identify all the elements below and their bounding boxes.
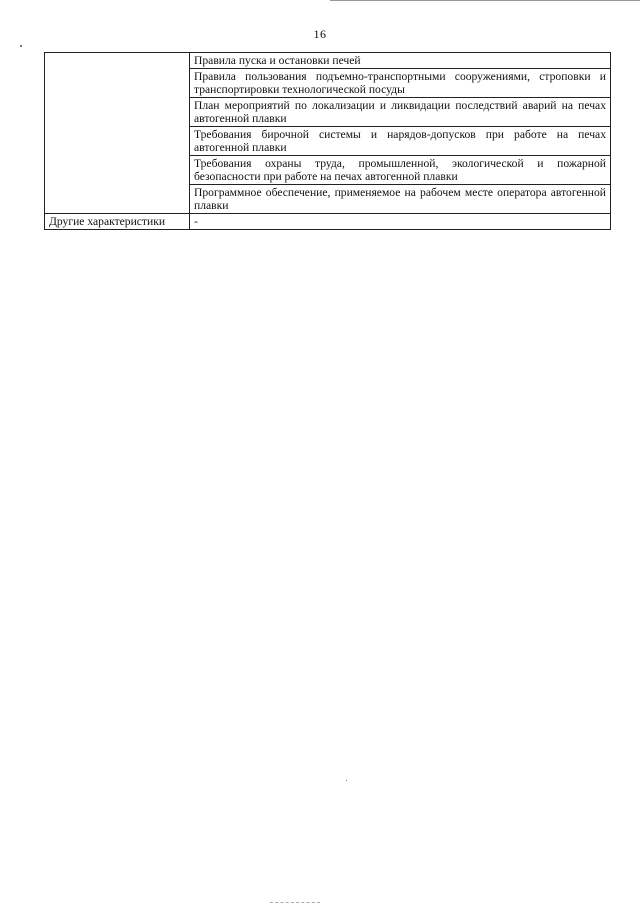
other-characteristics-value: -	[190, 214, 611, 230]
scan-edge-line	[330, 0, 640, 1]
requirement-cell: Программное обеспечение, применяемое на рабочем месте оператора автогенной плавки	[190, 185, 611, 214]
other-characteristics-label: Другие характеристики	[45, 214, 190, 230]
requirement-cell: Правила пользования подъемно-транспортными сооружениями, строповки и транспортировки технологической посуды	[190, 69, 611, 98]
table-row	[45, 53, 611, 69]
scan-speck	[20, 45, 22, 47]
requirement-cell: Требования охраны труда, промышленной, экологической и пожарной безопасности при работе на печах автогенной плавки	[190, 156, 611, 185]
table-row-other-characteristics	[45, 214, 611, 230]
requirement-cell: План мероприятий по локализации и ликвидации последствий аварий на печах автогенной плавки	[190, 98, 611, 127]
requirement-cell: Правила пуска и остановки печей	[190, 53, 611, 69]
qualification-table	[44, 52, 611, 230]
requirement-cell: Требования бирочной системы и нарядов-допусков при работе на печах автогенной плавки	[190, 127, 611, 156]
page-number: 16	[313, 27, 327, 41]
scan-edge-line	[270, 902, 320, 904]
scan-speck	[346, 780, 347, 781]
merged-left-cell	[45, 53, 190, 214]
